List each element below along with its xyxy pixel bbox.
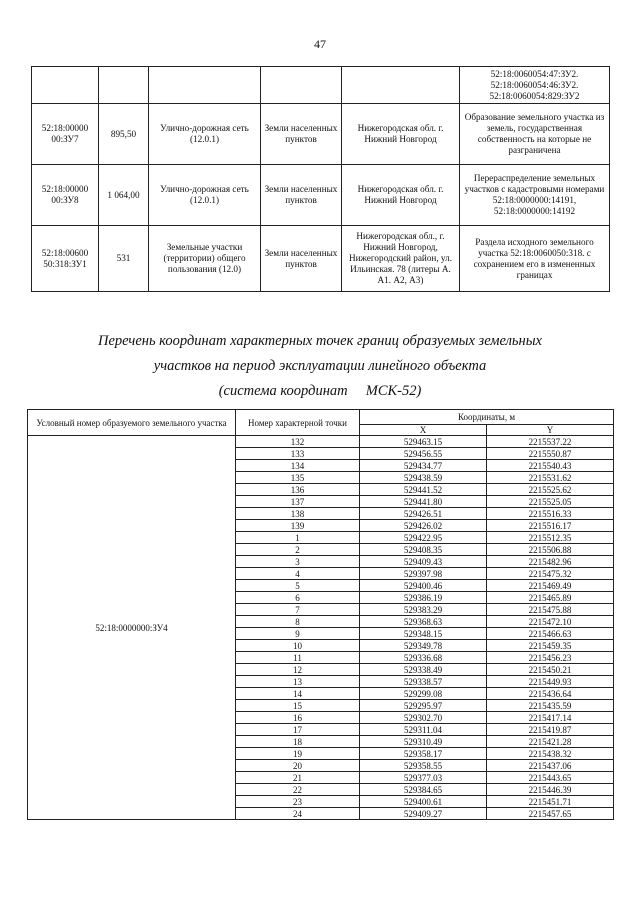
x-coordinate-cell: 529338.49: [360, 664, 487, 676]
coordinates-column-header: Координаты, м: [360, 410, 614, 425]
point-number-cell: 1: [236, 532, 360, 544]
point-number-cell: 17: [236, 724, 360, 736]
basis-cell: Перераспределение земельных участков с кадастровыми номерами 52:18:0000000:14191, 52:18:0000000:14192: [460, 165, 610, 226]
point-number-cell: 3: [236, 556, 360, 568]
x-coordinate-cell: 529408.35: [360, 544, 487, 556]
land-plots-table: [31, 66, 610, 292]
x-coordinate-cell: 529295.97: [360, 700, 487, 712]
point-number-cell: 9: [236, 628, 360, 640]
table-row: [32, 67, 610, 104]
y-coordinate-cell: 2215438.32: [487, 748, 614, 760]
point-number-cell: 6: [236, 592, 360, 604]
x-coordinate-cell: 529426.02: [360, 520, 487, 532]
coordinates-table: [27, 409, 614, 820]
x-coordinate-cell: 529310.49: [360, 736, 487, 748]
table-row: [32, 104, 610, 165]
x-coordinate-cell: 529302.70: [360, 712, 487, 724]
y-coordinate-cell: 2215451.71: [487, 796, 614, 808]
plot-id-cell: 52:18:00600 50:318:ЗУ1: [32, 226, 99, 292]
plot-id-cell: [32, 67, 99, 104]
category-cell: Земли населенных пунктов: [261, 226, 342, 292]
point-number-cell: 10: [236, 640, 360, 652]
point-number-cell: 7: [236, 604, 360, 616]
address-cell: Нижегородская обл. г. Нижний Новгород: [342, 165, 460, 226]
basis-cell: Образование земельного участка из земель, государственная собственность на которые не разграничена: [460, 104, 610, 165]
x-coordinate-cell: 529311.04: [360, 724, 487, 736]
point-number-cell: 8: [236, 616, 360, 628]
category-cell: Земли населенных пунктов: [261, 165, 342, 226]
x-coordinate-cell: 529400.46: [360, 580, 487, 592]
point-number-cell: 22: [236, 784, 360, 796]
y-coordinate-cell: 2215457.65: [487, 808, 614, 820]
y-coordinate-cell: 2215472.10: [487, 616, 614, 628]
y-coordinate-cell: 2215437.06: [487, 760, 614, 772]
y-coordinate-cell: 2215417.14: [487, 712, 614, 724]
coordinate-row: [28, 436, 614, 448]
page-number: 47: [314, 37, 326, 51]
x-coordinate-cell: 529358.17: [360, 748, 487, 760]
category-cell: [261, 67, 342, 104]
y-coordinate-cell: 2215550.87: [487, 448, 614, 460]
plot-id-cell: 52:18:00000 00:ЗУ7: [32, 104, 99, 165]
y-coordinate-cell: 2215469.49: [487, 580, 614, 592]
point-column-header: Номер характерной точки: [236, 410, 360, 436]
y-coordinate-cell: 2215459.35: [487, 640, 614, 652]
point-number-cell: 4: [236, 568, 360, 580]
area-cell: 531: [99, 226, 149, 292]
x-coordinate-cell: 529386.19: [360, 592, 487, 604]
y-coordinate-cell: 2215421.28: [487, 736, 614, 748]
section-heading-line-1: Перечень координат характерных точек границ образуемых земельных: [98, 333, 542, 349]
x-coordinate-cell: 529368.63: [360, 616, 487, 628]
point-number-cell: 135: [236, 472, 360, 484]
point-number-cell: 139: [236, 520, 360, 532]
plot-column-header: Условный номер образуемого земельного участка: [28, 410, 236, 436]
use-cell: [149, 67, 261, 104]
y-coordinate-cell: 2215436.64: [487, 688, 614, 700]
y-coordinate-cell: 2215475.88: [487, 604, 614, 616]
table-row: [32, 165, 610, 226]
y-coordinate-cell: 2215465.89: [487, 592, 614, 604]
point-number-cell: 13: [236, 676, 360, 688]
point-number-cell: 15: [236, 700, 360, 712]
point-number-cell: 20: [236, 760, 360, 772]
point-number-cell: 138: [236, 508, 360, 520]
y-coordinate-cell: 2215506.88: [487, 544, 614, 556]
use-cell: Улично-дорожная сеть (12.0.1): [149, 104, 261, 165]
x-coordinate-cell: 529422.95: [360, 532, 487, 544]
y-coordinate-cell: 2215512.35: [487, 532, 614, 544]
x-coordinate-cell: 529438.59: [360, 472, 487, 484]
y-coordinate-cell: 2215525.05: [487, 496, 614, 508]
x-coordinate-cell: 529338.57: [360, 676, 487, 688]
use-cell: Улично-дорожная сеть (12.0.1): [149, 165, 261, 226]
x-coordinate-cell: 529358.55: [360, 760, 487, 772]
x-coordinate-cell: 529349.78: [360, 640, 487, 652]
use-cell: Земельные участки (территории) общего пользования (12.0): [149, 226, 261, 292]
x-coordinate-cell: 529441.52: [360, 484, 487, 496]
point-number-cell: 132: [236, 436, 360, 448]
point-number-cell: 136: [236, 484, 360, 496]
x-coordinate-cell: 529463.15: [360, 436, 487, 448]
address-cell: Нижегородская обл. г. Нижний Новгород: [342, 104, 460, 165]
x-coordinate-cell: 529426.51: [360, 508, 487, 520]
x-coordinate-cell: 529409.43: [360, 556, 487, 568]
x-coordinate-cell: 529456.55: [360, 448, 487, 460]
y-coordinate-cell: 2215516.33: [487, 508, 614, 520]
y-coordinate-cell: 2215525.62: [487, 484, 614, 496]
point-number-cell: 137: [236, 496, 360, 508]
x-coordinate-cell: 529384.65: [360, 784, 487, 796]
x-coordinate-cell: 529336.68: [360, 652, 487, 664]
point-number-cell: 5: [236, 580, 360, 592]
y-column-header: Y: [487, 425, 614, 436]
x-coordinate-cell: 529409.27: [360, 808, 487, 820]
point-number-cell: 21: [236, 772, 360, 784]
point-number-cell: 11: [236, 652, 360, 664]
x-coordinate-cell: 529441.80: [360, 496, 487, 508]
point-number-cell: 16: [236, 712, 360, 724]
plot-id-cell: 52:18:00000 00:ЗУ8: [32, 165, 99, 226]
point-number-cell: 23: [236, 796, 360, 808]
address-cell: [342, 67, 460, 104]
point-number-cell: 14: [236, 688, 360, 700]
area-cell: 895,50: [99, 104, 149, 165]
y-coordinate-cell: 2215450.21: [487, 664, 614, 676]
x-coordinate-cell: 529383.29: [360, 604, 487, 616]
area-cell: [99, 67, 149, 104]
basis-cell: Раздела исходного земельного участка 52:18:0060050:318. с сохранением его в измененных границах: [460, 226, 610, 292]
y-coordinate-cell: 2215475.32: [487, 568, 614, 580]
point-number-cell: 12: [236, 664, 360, 676]
y-coordinate-cell: 2215419.87: [487, 724, 614, 736]
y-coordinate-cell: 2215443.65: [487, 772, 614, 784]
y-coordinate-cell: 2215456.23: [487, 652, 614, 664]
point-number-cell: 18: [236, 736, 360, 748]
point-number-cell: 2: [236, 544, 360, 556]
y-coordinate-cell: 2215537.22: [487, 436, 614, 448]
point-number-cell: 133: [236, 448, 360, 460]
y-coordinate-cell: 2215531.62: [487, 472, 614, 484]
x-coordinate-cell: 529299.08: [360, 688, 487, 700]
y-coordinate-cell: 2215516.17: [487, 520, 614, 532]
y-coordinate-cell: 2215540.43: [487, 460, 614, 472]
coordinates-header-row: [28, 410, 614, 425]
x-column-header: X: [360, 425, 487, 436]
x-coordinate-cell: 529397.98: [360, 568, 487, 580]
y-coordinate-cell: 2215435.59: [487, 700, 614, 712]
basis-cell: 52:18:0060054:47:ЗУ2. 52:18:0060054:46:ЗУ2. 52:18:0060054:829:ЗУ2: [460, 67, 610, 104]
table-row: [32, 226, 610, 292]
address-cell: Нижегородская обл., г. Нижний Новгород, Нижегородский район, ул. Ильинская. 78 (литеры А. А1. А2, А3): [342, 226, 460, 292]
y-coordinate-cell: 2215449.93: [487, 676, 614, 688]
x-coordinate-cell: 529348.15: [360, 628, 487, 640]
plot-id-cell: 52:18:0000000:ЗУ4: [28, 436, 236, 820]
point-number-cell: 134: [236, 460, 360, 472]
y-coordinate-cell: 2215482.96: [487, 556, 614, 568]
x-coordinate-cell: 529377.03: [360, 772, 487, 784]
y-coordinate-cell: 2215466.63: [487, 628, 614, 640]
section-heading-line-2: участков на период эксплуатации линейного объекта: [153, 358, 487, 374]
point-number-cell: 24: [236, 808, 360, 820]
category-cell: Земли населенных пунктов: [261, 104, 342, 165]
section-heading-line-3: (система координат МСК-52): [218, 383, 422, 399]
y-coordinate-cell: 2215446.39: [487, 784, 614, 796]
x-coordinate-cell: 529400.61: [360, 796, 487, 808]
area-cell: 1 064,00: [99, 165, 149, 226]
x-coordinate-cell: 529434.77: [360, 460, 487, 472]
point-number-cell: 19: [236, 748, 360, 760]
